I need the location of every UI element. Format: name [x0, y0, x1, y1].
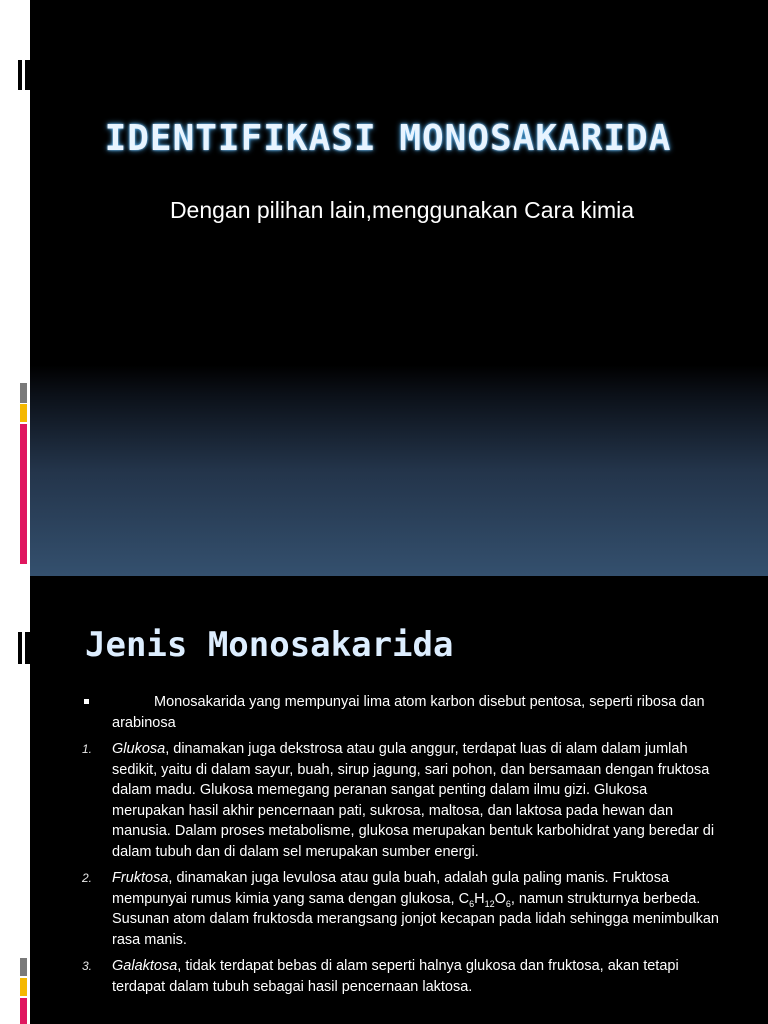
list-item-term: Galaktosa	[112, 958, 178, 974]
slide2-top-edge-stripe	[22, 632, 25, 664]
list-item	[82, 739, 722, 862]
list-item-text: Monosakarida yang mempunyai lima atom karbon disebut pentosa, seperti ribosa dan arabinosa	[112, 694, 705, 731]
list-item	[82, 692, 722, 733]
slide1-accent-pink	[20, 424, 27, 564]
slide2-accent-pink	[20, 998, 27, 1024]
monosaccharide-list	[82, 692, 722, 1003]
list-item-text: , tidak terdapat bebas di alam seperti halnya glukosa dan fruktosa, akan tetapi terdapat dalam tubuh sebagai hasil pencernaan laktosa.	[112, 958, 679, 995]
content-slide	[30, 576, 768, 1024]
list-item	[82, 868, 722, 950]
list-item-text-after: , namun strukturnya berbeda. Susunan atom dalam fruktosda merangsang jonjot kecapan pada lidah sehingga menimbulkan rasa manis.	[112, 890, 719, 948]
slide1-accent-gray	[20, 383, 27, 403]
chemical-formula: $C_6H_{12}O_6$	[458, 890, 511, 909]
list-item-text-before: , dinamakan juga levulosa atau gula buah, adalah gula paling manis. Fruktosa mempunyai rumus kimia yang sama dengan glukosa,	[112, 870, 670, 907]
list-item-number: 1.	[82, 742, 93, 756]
list-item-term: Fruktosa	[112, 870, 169, 886]
slide2-accent-yellow	[20, 978, 27, 996]
slide1-subtitle: Dengan pilihan lain,menggunakan Cara kimia	[169, 197, 635, 223]
list-item	[82, 956, 722, 997]
list-item-text: , dinamakan juga dekstrosa atau gula anggur, terdapat luas di alam dalam jumlah sedikit, yaitu di dalam sayur, buah, sirup jagung, sari pohon, dan bersamaan dengan fruktosa dalam madu. Glukosa memegang peranan sangat penting dalam ilmu gizi. Glukosa merupakan hasil akhir pencernaan pati, sukrosa, maltosa, dan laktosa pada hewan dan manusia. Dalam proses metabolisme, glukosa merupakan bentuk karbohidrat yang beredar di dalam tubuh dan di dalam sel merupakan sumber energi.	[112, 741, 715, 860]
slide2-title: Jenis Monosakarida	[85, 625, 454, 665]
title-slide	[30, 0, 768, 576]
slide1-title: IDENTIFIKASI MONOSAKARIDA	[104, 118, 672, 159]
square-bullet-icon	[84, 699, 89, 704]
slide1-top-edge-stripe	[22, 60, 25, 90]
list-item-term: Glukosa	[112, 741, 166, 757]
slide2-accent-gray	[20, 958, 27, 976]
list-item-number: 3.	[82, 959, 93, 973]
slide1-accent-yellow	[20, 404, 27, 422]
list-item-number: 2.	[82, 871, 93, 885]
